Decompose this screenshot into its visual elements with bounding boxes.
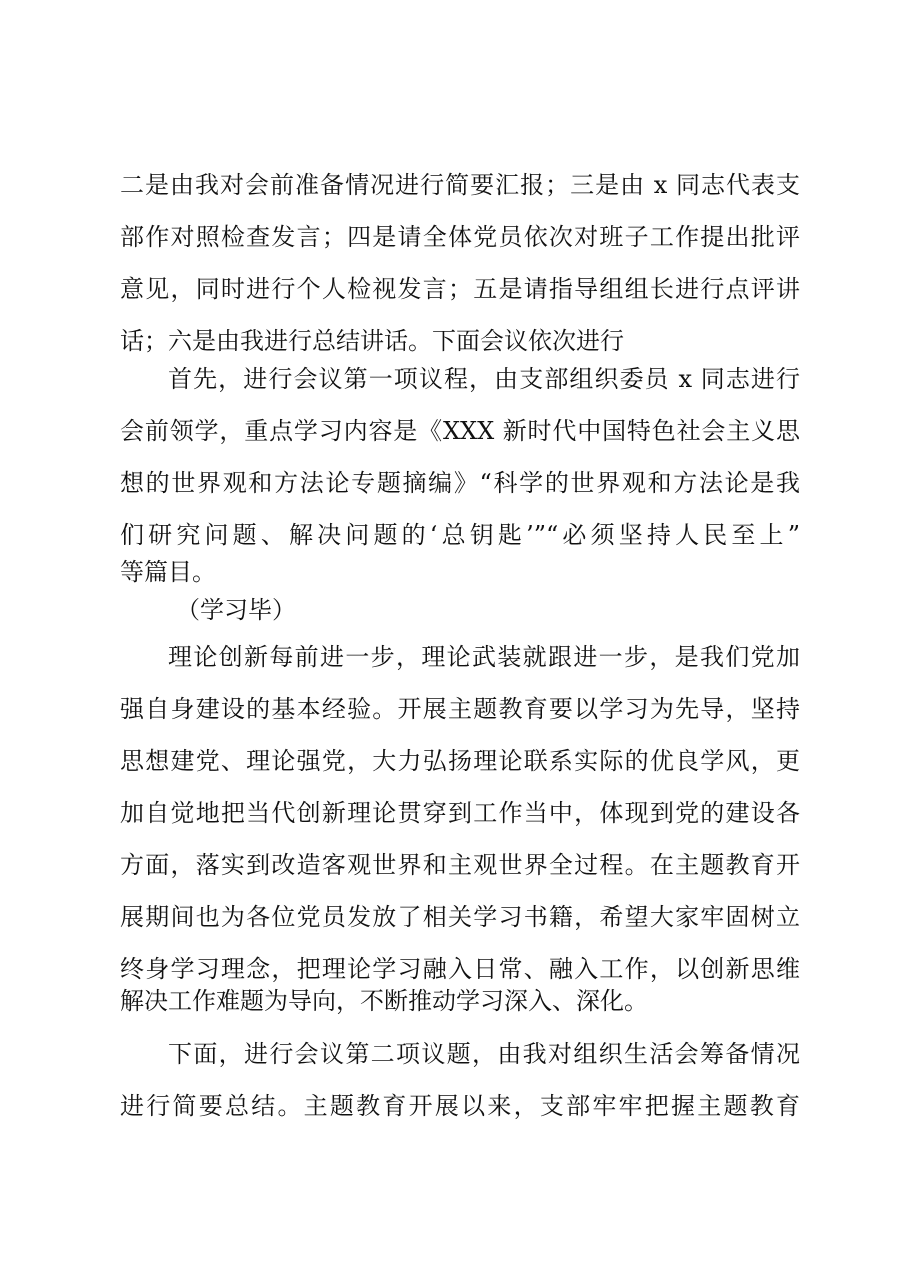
text-line: （学习毕） <box>176 596 296 624</box>
text-line: 方面，落实到改造客观世界和主观世界全过程。在主题教育开 <box>120 851 800 879</box>
text-line: 等篇目。 <box>120 558 216 586</box>
text-line: 加自觉地把当代创新理论贯穿到工作当中，体现到党的建设各 <box>120 799 800 827</box>
text-line: 理论创新每前进一步，理论武装就跟进一步，是我们党加 <box>168 643 800 671</box>
text-line: 终身学习理念，把理论学习融入日常、融入工作，以创新思维 <box>120 955 800 983</box>
text-line: 们研究问题、解决问题的‘总钥匙’”“必须坚持人民至上” <box>120 521 800 549</box>
text-line: 首先，进行会议第一项议程，由支部组织委员 x 同志进行 <box>168 365 800 393</box>
text-line: 二是由我对会前准备情况进行简要汇报；三是由 x 同志代表支 <box>120 171 800 199</box>
text-line: 进行简要总结。主题教育开展以来，支部牢牢把握主题教育 <box>120 1092 800 1120</box>
text-line: 会前领学，重点学习内容是《XXX 新时代中国特色社会主义思 <box>120 417 800 445</box>
text-line: 思想建党、理论强党，大力弘扬理论联系实际的优良学风，更 <box>120 747 800 775</box>
text-line: 下面，进行会议第二项议题，由我对组织生活会筹备情况 <box>168 1040 800 1068</box>
text-line: 意见，同时进行个人检视发言；五是请指导组组长进行点评讲 <box>120 275 800 303</box>
text-line: 部作对照检查发言；四是请全体党员依次对班子工作提出批评 <box>120 223 800 251</box>
text-line: 解决工作难题为导向，不断推动学习深入、深化。 <box>120 987 648 1015</box>
text-line: 想的世界观和方法论专题摘编》“科学的世界观和方法论是我 <box>120 469 800 497</box>
text-line: 话；六是由我进行总结讲话。下面会议依次进行 <box>120 327 624 355</box>
text-line: 强自身建设的基本经验。开展主题教育要以学习为先导，坚持 <box>120 695 800 723</box>
text-line: 展期间也为各位党员发放了相关学习书籍，希望大家牢固树立 <box>120 903 800 931</box>
